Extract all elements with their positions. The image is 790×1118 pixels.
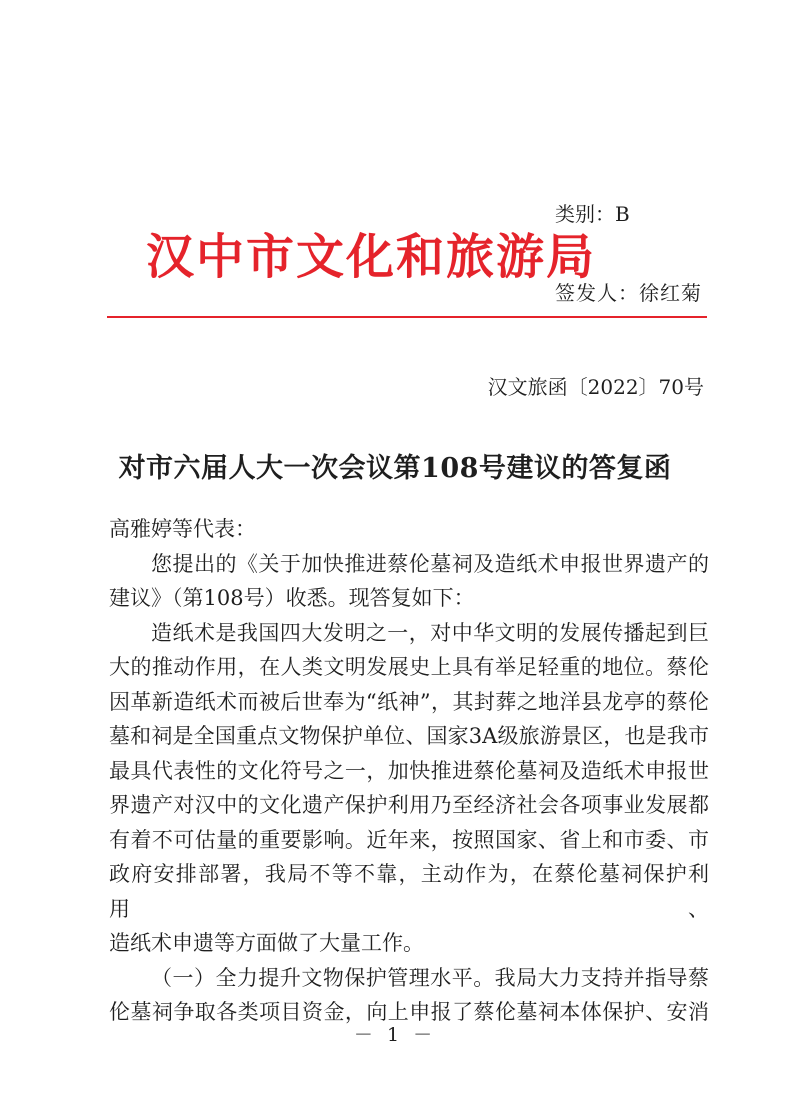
paragraph-2-line-7: 有着不可估量的重要影响。近年来，按照国家、省上和市委、市 bbox=[109, 827, 709, 852]
paragraph-2-line-9: 造纸术申遗等方面做了大量工作。 bbox=[109, 931, 424, 955]
page-number: － 1 － bbox=[353, 1024, 437, 1046]
document-body bbox=[109, 512, 709, 1030]
document-title: 对市六届人大一次会议第108号建议的答复函 bbox=[118, 453, 672, 484]
signer-line: 签发人：徐红菊 bbox=[555, 281, 702, 305]
salutation: 高雅婷等代表： bbox=[109, 517, 256, 541]
paragraph-3-line-2: 伦墓祠争取各类项目资金，向上申报了蔡伦墓祠本体保护、安消 bbox=[109, 1000, 709, 1024]
document-category: 类别：B bbox=[555, 202, 630, 226]
paragraph-1-line-2: 建议》（第108号）收悉。现答复如下： bbox=[109, 586, 475, 610]
paragraph-3-line-1: （一）全力提升文物保护管理水平。我局大力支持并指导蔡 bbox=[151, 965, 709, 990]
paragraph-2-line-3: 因革新造纸术而被后世奉为“纸神”，其封葬之地洋县龙亭的蔡伦 bbox=[109, 689, 709, 714]
paragraph-2-line-1: 造纸术是我国四大发明之一，对中华文明的发展传播起到巨 bbox=[151, 620, 709, 645]
red-header-divider bbox=[107, 316, 707, 318]
issuing-organization-title: 汉中市文化和旅游局 bbox=[146, 229, 597, 285]
paragraph-2-line-5: 最具代表性的文化符号之一，加快推进蔡伦墓祠及造纸术申报世 bbox=[109, 758, 709, 783]
paragraph-2-line-2: 大的推动作用，在人类文明发展史上具有举足轻重的地位。蔡伦 bbox=[109, 655, 709, 679]
document-number: 汉文旅函〔2022〕70号 bbox=[487, 375, 704, 399]
paragraph-2-line-8: 政府安排部署，我局不等不靠，主动作为，在蔡伦墓祠保护利用、 bbox=[109, 862, 709, 921]
paragraph-2-line-4: 墓和祠是全国重点文物保护单位、国家3A级旅游景区，也是我市 bbox=[109, 724, 709, 748]
paragraph-2-line-6: 界遗产对汉中的文化遗产保护利用乃至经济社会各项事业发展都 bbox=[109, 793, 709, 817]
paragraph-1-line-1: 您提出的《关于加快推进蔡伦墓祠及造纸术申报世界遗产的 bbox=[151, 551, 709, 576]
